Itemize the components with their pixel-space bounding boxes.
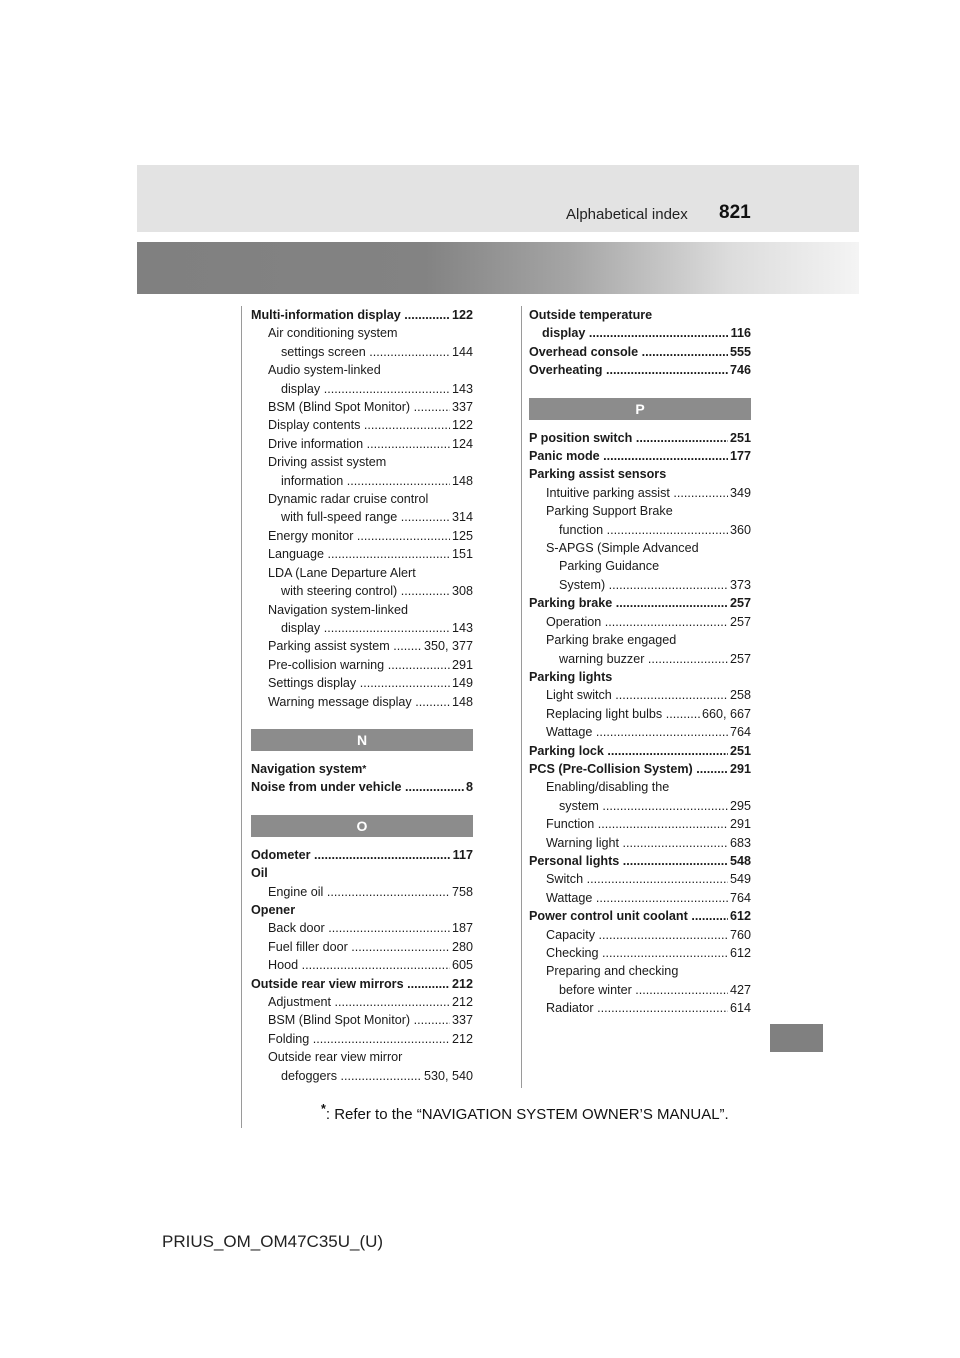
section-title: Alphabetical index — [566, 206, 688, 223]
index-entry — [529, 760, 751, 778]
entry-text: BSM (Blind Spot Monitor) ..... — [268, 1011, 450, 1029]
entry-text: Parking assist system ..... — [268, 637, 422, 655]
letter-header-o: O — [251, 815, 473, 837]
entry-text: display ..... — [281, 619, 450, 637]
entry-pages: 758 — [451, 884, 473, 899]
index-subentry — [251, 527, 473, 545]
index-subentry — [529, 834, 751, 852]
entry-text: Navigation system-linked — [268, 602, 408, 617]
entry-pages: 125 — [451, 528, 473, 543]
entry-text: display ..... — [281, 380, 450, 398]
index-subentry — [251, 637, 473, 655]
entry-text: Intuitive parking assist ..... — [546, 484, 728, 502]
entry-pages: 251 — [729, 430, 751, 445]
entry-text: System) ..... — [559, 576, 728, 594]
index-subentry — [529, 686, 751, 704]
index-subentry — [251, 545, 473, 563]
entry-text: Outside rear view mirrors ..... — [251, 975, 450, 993]
entry-pages: 764 — [729, 890, 751, 905]
entry-text: Drive information ..... — [268, 435, 450, 453]
entry-pages: 177 — [729, 449, 751, 464]
entry-text: Hood ..... — [268, 956, 450, 974]
entry-pages: 360 — [729, 522, 751, 537]
entry-pages: 8 — [465, 780, 473, 795]
index-column-left — [251, 306, 473, 1085]
entry-pages: 257 — [729, 651, 751, 666]
entry-pages: 291 — [729, 817, 751, 832]
entry-text: Parking brake ..... — [529, 594, 728, 612]
entry-pages: 605 — [451, 958, 473, 973]
index-subentry — [529, 778, 751, 796]
entry-pages: 530, 540 — [423, 1068, 473, 1083]
entry-text: Multi-information display ..... — [251, 306, 450, 324]
entry-pages: 144 — [451, 344, 473, 359]
entry-pages: 280 — [451, 939, 473, 954]
entry-pages: 151 — [451, 547, 473, 562]
entry-pages: 187 — [451, 921, 473, 936]
entry-text: BSM (Blind Spot Monitor) ..... — [268, 398, 450, 416]
footnote — [321, 1102, 729, 1123]
entry-pages: 746 — [729, 363, 751, 378]
entry-text: with steering control) ..... — [281, 582, 450, 600]
entry-pages: 548 — [729, 853, 751, 868]
entry-text: Overheating ..... — [529, 361, 728, 379]
entry-pages: 143 — [451, 381, 473, 396]
index-subentry — [529, 870, 751, 888]
index-subentry — [251, 938, 473, 956]
entry-pages: 612 — [729, 946, 751, 960]
entry-pages: 122 — [451, 308, 473, 322]
entry-pages: 314 — [451, 510, 473, 525]
index-entry — [251, 306, 473, 324]
index-entry — [251, 864, 473, 882]
entry-text: Fuel filler door ..... — [268, 938, 450, 956]
entry-text: Odometer ..... — [251, 846, 451, 864]
index-subentry — [251, 435, 473, 453]
entry-pages: 683 — [729, 835, 751, 850]
index-column-right — [529, 306, 751, 1018]
entry-pages: 337 — [451, 1013, 473, 1028]
entry-text: Enabling/disabling the — [546, 780, 670, 795]
index-subentry — [529, 797, 751, 815]
entry-pages: 212 — [451, 976, 473, 991]
entry-text: Back door ..... — [268, 919, 450, 937]
entry-pages: 251 — [729, 743, 751, 758]
entry-text: function ..... — [559, 521, 728, 539]
index-entry — [529, 465, 751, 483]
entry-text: Panic mode ..... — [529, 447, 728, 465]
entry-text: Audio system-linked — [268, 363, 381, 378]
document-code: PRIUS_OM_OM47C35U_(U) — [162, 1232, 384, 1251]
entry-text: with full-speed range ..... — [281, 508, 450, 526]
index-subentry — [251, 956, 473, 974]
index-subentry — [251, 601, 473, 619]
index-subentry — [251, 380, 473, 398]
index-subentry — [529, 650, 751, 668]
entry-text: Wattage ..... — [546, 723, 728, 741]
entry-pages: 148 — [451, 694, 473, 709]
index-entry — [529, 361, 751, 379]
index-subentry — [529, 324, 751, 342]
entry-text: before winter ..... — [559, 981, 728, 999]
index-entry — [529, 306, 751, 324]
entry-text: Parking lock ..... — [529, 742, 728, 760]
footnote-star: * — [321, 1102, 326, 1116]
index-entry — [529, 429, 751, 447]
entry-pages: 258 — [729, 688, 751, 703]
index-subentry — [529, 962, 751, 980]
entry-text: Air conditioning system — [268, 326, 398, 341]
index-subentry — [529, 502, 751, 520]
entry-text: Parking Guidance — [559, 559, 660, 574]
index-subentry — [529, 484, 751, 502]
index-subentry — [251, 472, 473, 490]
index-subentry — [251, 656, 473, 674]
entry-pages: 149 — [451, 676, 473, 691]
entry-text: Dynamic radar cruise control — [268, 492, 429, 507]
entry-text: Parking Support Brake — [546, 504, 673, 519]
entry-text: Folding ..... — [268, 1030, 450, 1048]
entry-text: LDA (Lane Departure Alert — [268, 565, 416, 580]
entry-pages: 349 — [729, 485, 751, 500]
index-entry — [251, 778, 473, 796]
page-number: 821 — [719, 202, 751, 223]
index-subentry — [251, 416, 473, 434]
index-subentry — [251, 674, 473, 692]
index-entry — [529, 907, 751, 925]
index-subentry — [529, 631, 751, 649]
entry-text: Adjustment ..... — [268, 993, 450, 1011]
entry-text: defoggers ..... — [281, 1067, 422, 1085]
entry-text: Opener — [251, 902, 296, 917]
index-subentry — [251, 361, 473, 379]
entry-pages: 760 — [729, 927, 751, 942]
entry-text: Engine oil ..... — [268, 883, 450, 901]
index-subentry — [251, 508, 473, 526]
index-subentry — [529, 889, 751, 907]
entry-pages: 257 — [729, 596, 751, 611]
entry-text: Capacity ..... — [546, 926, 728, 944]
index-subentry — [529, 521, 751, 539]
entry-pages: 549 — [729, 872, 751, 887]
index-subentry — [251, 398, 473, 416]
center-column-rule — [521, 306, 522, 1088]
entry-pages: 291 — [729, 761, 751, 776]
index-subentry — [251, 343, 473, 361]
entry-pages: 555 — [729, 344, 751, 359]
entry-text: warning buzzer ..... — [559, 650, 728, 668]
index-subentry — [251, 1030, 473, 1048]
entry-text: Language ..... — [268, 545, 450, 563]
index-entry — [529, 852, 751, 870]
entry-text: Replacing light bulbs ..... — [546, 705, 700, 723]
letter-header-n: N — [251, 729, 473, 751]
index-entry — [529, 343, 751, 361]
entry-text: PCS (Pre-Collision System) ..... — [529, 760, 728, 778]
entry-pages: 148 — [451, 473, 473, 488]
entry-pages: 212 — [451, 995, 473, 1009]
entry-pages: 612 — [729, 909, 751, 924]
entry-pages: 337 — [451, 400, 473, 415]
index-entry — [529, 594, 751, 612]
index-subentry — [529, 557, 751, 575]
letter-header-p: P — [529, 398, 751, 420]
entry-text: Preparing and checking — [546, 964, 679, 979]
index-entry — [251, 846, 473, 864]
entry-pages: 212 — [451, 1031, 473, 1046]
entry-text: Pre-collision warning ..... — [268, 656, 450, 674]
index-subentry — [529, 705, 751, 723]
index-subentry — [529, 539, 751, 557]
index-subentry — [251, 324, 473, 342]
index-subentry — [529, 815, 751, 833]
index-subentry — [251, 490, 473, 508]
index-entry — [251, 901, 473, 919]
entry-text: Operation ..... — [546, 613, 728, 631]
index-subentry — [251, 993, 473, 1011]
index-entry — [251, 760, 473, 778]
entry-text: system ..... — [559, 797, 728, 815]
entry-text: Display contents ..... — [268, 416, 450, 434]
index-subentry — [529, 613, 751, 631]
index-subentry — [251, 693, 473, 711]
entry-text: S-APGS (Simple Advanced — [546, 541, 699, 556]
index-subentry — [529, 944, 751, 962]
entry-text: Oil — [251, 866, 268, 881]
entry-pages: 117 — [452, 847, 473, 862]
index-entry — [529, 742, 751, 760]
left-column-rule — [241, 306, 242, 1128]
entry-text: Settings display ..... — [268, 674, 450, 692]
entry-pages: 124 — [451, 436, 473, 451]
index-subentry — [529, 999, 751, 1017]
entry-pages: 257 — [729, 614, 751, 629]
entry-text: information ..... — [281, 472, 450, 490]
entry-text: Energy monitor ..... — [268, 527, 450, 545]
entry-pages: 660, 667 — [701, 706, 751, 721]
index-subentry — [251, 1011, 473, 1029]
entry-pages: 116 — [730, 326, 751, 341]
entry-text: Personal lights ..... — [529, 852, 728, 870]
index-subentry — [529, 723, 751, 741]
index-subentry — [251, 1048, 473, 1066]
index-subentry — [251, 582, 473, 600]
entry-text: Light switch ..... — [546, 686, 728, 704]
index-subentry — [251, 453, 473, 471]
entry-text: Outside rear view mirror — [268, 1050, 403, 1065]
entry-pages: 427 — [729, 982, 751, 997]
index-subentry — [251, 883, 473, 901]
entry-pages: 373 — [729, 577, 751, 592]
entry-text: settings screen ..... — [281, 343, 450, 361]
index-entry — [529, 447, 751, 465]
entry-pages: 614 — [729, 1001, 751, 1016]
entry-text: Parking lights — [529, 669, 613, 684]
entry-text: Noise from under vehicle ..... — [251, 778, 464, 796]
header-gradient-band — [137, 242, 859, 294]
entry-text: P position switch ..... — [529, 429, 728, 447]
entry-text: Radiator ..... — [546, 999, 728, 1017]
entry-text: Warning light ..... — [546, 834, 728, 852]
index-subentry — [529, 926, 751, 944]
entry-pages: 308 — [451, 584, 473, 599]
entry-pages: 143 — [451, 620, 473, 635]
entry-text: Overhead console ..... — [529, 343, 728, 361]
entry-text: Function ..... — [546, 815, 728, 833]
entry-text: Power control unit coolant ..... — [529, 907, 728, 925]
entry-text: display ..... — [542, 324, 729, 342]
thumb-index-tab — [770, 1024, 823, 1052]
footnote-marker: * — [362, 762, 367, 775]
entry-text: Parking assist sensors — [529, 467, 667, 482]
entry-text: Navigation system — [251, 761, 363, 776]
index-entry — [529, 668, 751, 686]
index-subentry — [529, 981, 751, 999]
entry-text: Warning message display ..... — [268, 693, 450, 711]
entry-pages: 764 — [729, 725, 751, 740]
entry-text: Outside temperature — [529, 308, 653, 322]
index-subentry — [251, 1067, 473, 1085]
entry-text: Driving assist system — [268, 455, 387, 470]
entry-pages: 295 — [729, 798, 751, 813]
entry-pages: 122 — [451, 418, 473, 433]
entry-pages: 291 — [451, 657, 473, 672]
index-entry — [251, 975, 473, 993]
index-subentry — [251, 564, 473, 582]
index-subentry — [251, 619, 473, 637]
entry-pages: 350, 377 — [423, 639, 473, 654]
index-subentry — [251, 919, 473, 937]
entry-text: Checking ..... — [546, 944, 728, 962]
entry-text: Switch ..... — [546, 870, 728, 888]
entry-text: Wattage ..... — [546, 889, 728, 907]
footnote-text: : Refer to the “NAVIGATION SYSTEM OWNER’S MANUAL”. — [325, 1106, 729, 1123]
entry-text: Parking brake engaged — [546, 633, 677, 648]
index-subentry — [529, 576, 751, 594]
